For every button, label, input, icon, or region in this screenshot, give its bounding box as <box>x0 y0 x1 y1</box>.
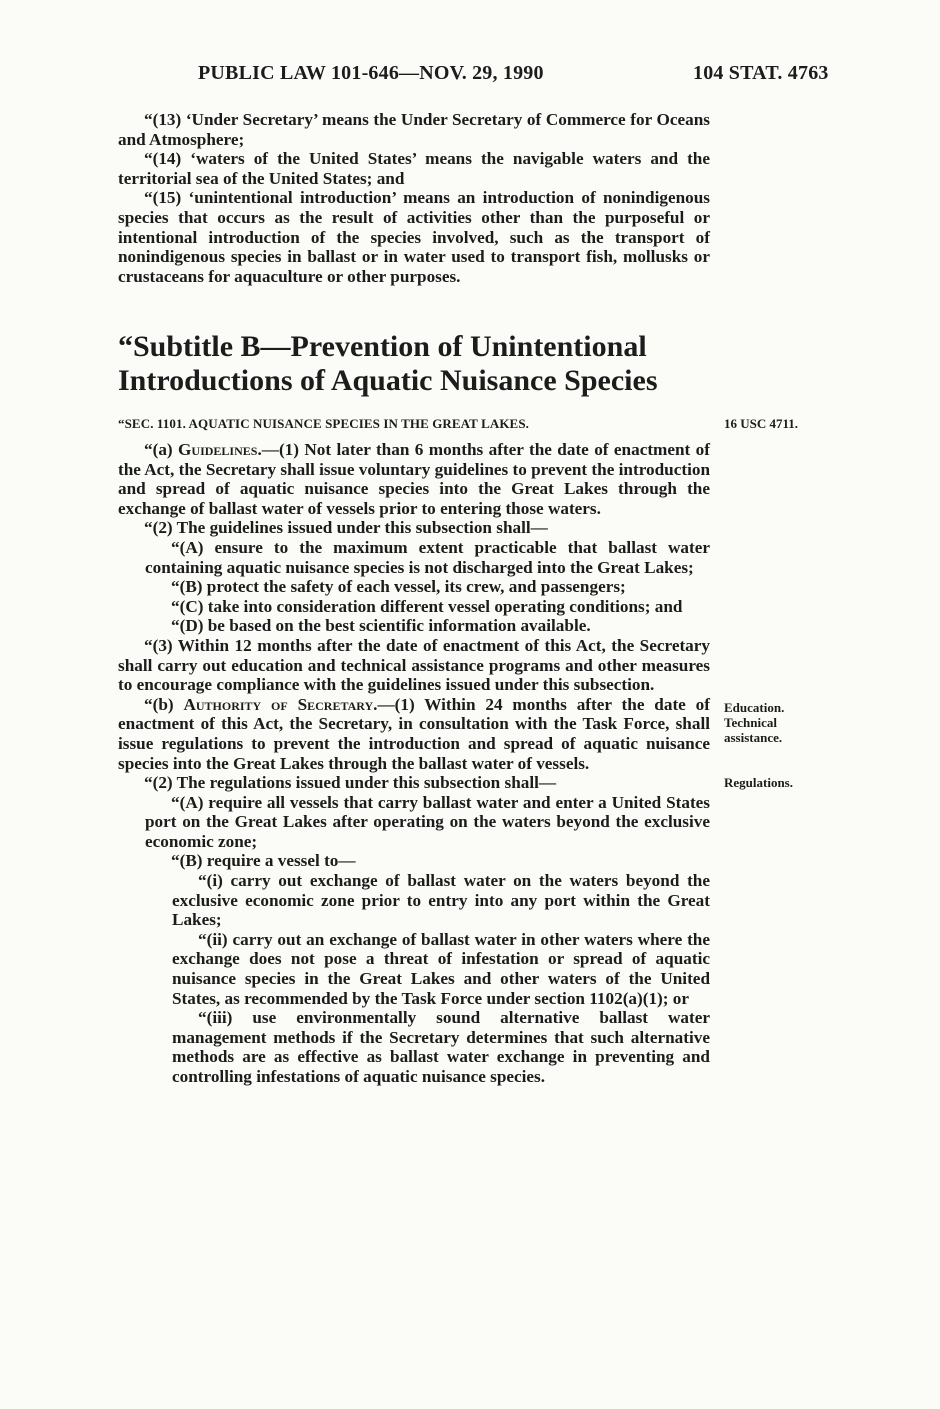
margin-note-technical: Technical assistance. <box>724 715 783 745</box>
running-header-title: PUBLIC LAW 101-646—NOV. 29, 1990 <box>198 62 544 84</box>
subsection-b-2-B-ii: “(ii) carry out an exchange of ballast water in other waters where the exchange does not pose a threat of infestation or spread of aquatic nuisance species in the Great Lakes and other waters of the United States, as recommended by the Task Force under section 1102(a)(1); or <box>172 929 710 1008</box>
subsection-b-label: Authority of Secretary <box>183 694 374 714</box>
subsection-a-2: “(2) The guidelines issued under this subsection shall— <box>144 518 548 538</box>
subsection-b-open: “(b) <box>144 694 184 714</box>
subtitle-line-1: “Subtitle B—Prevention of Unintentional <box>118 330 647 363</box>
subsection-a-open: “(a) <box>144 440 179 459</box>
margin-note-regulations: Regulations. <box>724 775 793 790</box>
definition-15: “(15) ‘unintentional introduction’ means an introduction of nonindigenous species that occurs as the result of activities other than the purposeful or intentional introduction of the species involved, such as the transport of nonindigenous species in ballast or in water used to transport fish, mollusks or crustaceans for aquaculture or other purposes. <box>118 188 710 286</box>
subsection-b-1 <box>118 695 710 773</box>
subsection-b-2-B: “(B) require a vessel to— <box>171 851 356 871</box>
subsection-a-1 <box>118 440 710 518</box>
definition-14: “(14) ‘waters of the United States’ means the navigable waters and the territorial sea of the United States; and <box>118 149 710 188</box>
subsection-b-2-B-i: “(i) carry out exchange of ballast water on the waters beyond the exclusive economic zone prior to entry into any port within the Great Lakes; <box>172 871 710 930</box>
definition-13: “(13) ‘Under Secretary’ means the Under Secretary of Commerce for Oceans and Atmosphere; <box>118 110 710 149</box>
section-heading: “SEC. 1101. AQUATIC NUISANCE SPECIES IN THE GREAT LAKES. <box>118 416 529 431</box>
margin-note-usc: 16 USC 4711. <box>724 416 799 431</box>
subsection-a-3: “(3) Within 12 months after the date of enactment of this Act, the Secretary shall carry out education and technical assistance programs and other measures to encourage compliance with the guidelines issued under this subsection. <box>118 635 710 695</box>
subsection-b-2-B-iii: “(iii) use environmentally sound alternative ballast water management methods if the Secretary determines that such alternative methods are as effective as ballast water exchange in preventing and controlling infestations of aquatic nuisance species. <box>172 1008 710 1086</box>
section-body <box>118 440 710 1087</box>
margin-note-education: Education. <box>724 700 785 715</box>
subsection-a-2-B: “(B) protect the safety of each vessel, its crew, and passengers; <box>171 577 626 597</box>
subsection-b-2: “(2) The regulations issued under this subsection shall— <box>144 773 557 793</box>
subsection-a-label: Guidelines <box>178 440 258 459</box>
running-header-page: 104 STAT. 4763 <box>693 62 829 84</box>
subsection-a-2-C: “(C) take into consideration different vessel operating conditions; and <box>171 596 683 616</box>
subsection-a-1-text: .—(1) Not later than 6 months after the date of enactment of the Act, the Secretary shall issue voluntary guidelines to prevent the introduction and spread of aquatic nuisance species into the Great Lakes through the exchange of ballast water of vessels prior to entering those waters. <box>118 440 711 518</box>
subsection-b-1-text: .—(1) Within 24 months after the date of enactment of this Act, the Secretary, in consultation with the Task Force, shall issue regulations to prevent the introduction and spread of aquatic nuisance species into the Great Lakes through the ballast water of vessels. <box>118 694 710 773</box>
subsection-a-2-A: “(A) ensure to the maximum extent practicable that ballast water containing aquatic nuisance species is not discharged into the Great Lakes; <box>145 537 710 577</box>
subsection-b-2-A: “(A) require all vessels that carry ballast water and enter a United States port on the Great Lakes after operating on the waters beyond the exclusive economic zone; <box>145 792 710 851</box>
subtitle-heading <box>118 330 738 398</box>
definitions-block <box>118 110 710 286</box>
subtitle-line-2: Introductions of Aquatic Nuisance Species <box>118 364 658 397</box>
subsection-a-2-D: “(D) be based on the best scientific information available. <box>171 616 591 636</box>
